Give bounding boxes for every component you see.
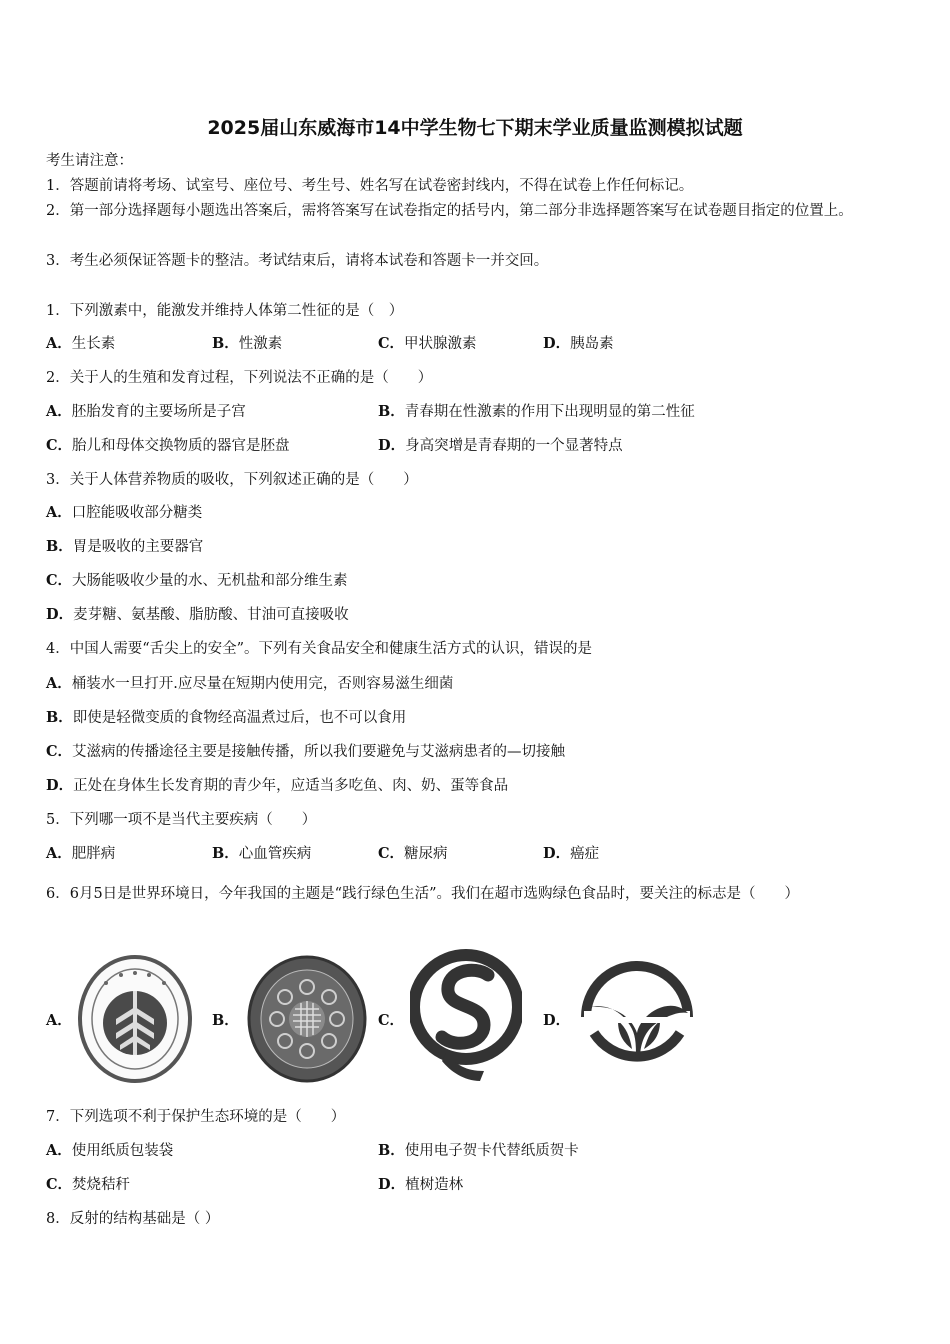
- option-b: B．胃是吸收的主要器官: [46, 538, 204, 555]
- environmental-label-icon: [245, 953, 369, 1085]
- option-c: C．焚烧秸秆: [46, 1176, 131, 1193]
- question-stem: 5．下列哪一项不是当代主要疾病（ ）: [46, 812, 317, 828]
- option-a: A．桶装水一旦打开.应尽量在短期内使用完，否则容易滋生细菌: [46, 675, 454, 692]
- option-a: A．生长素: [46, 335, 116, 352]
- option-d: D．身高突增是青春期的一个显著特点: [378, 437, 623, 454]
- option-d: D．麦芽糖、氨基酸、脂肪酸、甘油可直接吸收: [46, 606, 349, 623]
- question-stem: 4．中国人需要“舌尖上的安全”。下列有关食品安全和健康生活方式的认识，错误的是: [46, 641, 593, 657]
- question-stem: 6．6月5日是世界环境日，今年我国的主题是“践行绿色生活”。我们在超市选购绿色食品时，要关注的标志是（ ）: [46, 886, 799, 902]
- option-d: D．胰岛素: [543, 335, 614, 352]
- green-food-v-mark-icon: [578, 955, 696, 1083]
- option-d: D．: [543, 1012, 571, 1029]
- page-title: 2025届山东威海市14中学生物七下期末学业质量监测模拟试题: [207, 117, 743, 139]
- option-a: A．: [46, 1012, 72, 1029]
- option-a: A．口腔能吸收部分糖类: [46, 504, 203, 521]
- question-stem: 7．下列选项不利于保护生态环境的是（ ）: [46, 1109, 346, 1125]
- notice-item: 1．答题前请将考场、试室号、座位号、考生号、姓名写在试卷密封线内，不得在试卷上作任何标记。: [46, 178, 694, 194]
- option-d: D．癌症: [543, 845, 600, 862]
- option-c: C．胎儿和母体交换物质的器官是胚盘: [46, 437, 290, 454]
- option-b: B．性激素: [212, 335, 283, 352]
- green-food-seal-icon: [76, 953, 194, 1085]
- question-stem: 8．反射的结构基础是（ ）: [46, 1211, 220, 1227]
- notice-item: 3．考生必须保证答题卡的整洁。考试结束后，请将本试卷和答题卡一并交回。: [46, 253, 549, 269]
- option-a: A．肥胖病: [46, 845, 116, 862]
- notice-heading: 考生请注意：: [46, 153, 133, 169]
- option-c: C．大肠能吸收少量的水、无机盐和部分维生素: [46, 572, 348, 589]
- option-d: D．正处在身体生长发育期的青少年，应适当多吃鱼、肉、奶、蛋等食品: [46, 777, 509, 794]
- notice-item: 2．第一部分选择题每小题选出答案后，需将答案写在试卷指定的括号内，第二部分非选择题答案写在试卷题目指定的位置上。: [46, 203, 853, 219]
- qs-mark-icon: [410, 945, 522, 1087]
- option-b: B．: [212, 1012, 239, 1029]
- question-stem: 2．关于人的生殖和发育过程，下列说法不正确的是（ ）: [46, 370, 433, 386]
- option-a: A．胚胎发育的主要场所是子宫: [46, 403, 246, 420]
- option-d: D．植树造林: [378, 1176, 464, 1193]
- option-c: C．艾滋病的传播途径主要是接触传播，所以我们要避免与艾滋病患者的—切接触: [46, 743, 566, 760]
- option-b: B．使用电子贺卡代替纸质贺卡: [378, 1142, 579, 1159]
- option-c: C．: [378, 1012, 405, 1029]
- question-stem: 3．关于人体营养物质的吸收，下列叙述正确的是（ ）: [46, 472, 418, 488]
- option-a: A．使用纸质包装袋: [46, 1142, 174, 1159]
- question-stem: 1．下列激素中，能激发并维持人体第二性征的是（ ）: [46, 303, 404, 319]
- option-b: B．青春期在性激素的作用下出现明显的第二性征: [378, 403, 695, 420]
- option-b: B．心血管疾病: [212, 845, 312, 862]
- option-b: B．即使是轻微变质的食物经高温煮过后，也不可以食用: [46, 709, 407, 726]
- option-c: C．糖尿病: [378, 845, 448, 862]
- option-c: C．甲状腺激素: [378, 335, 477, 352]
